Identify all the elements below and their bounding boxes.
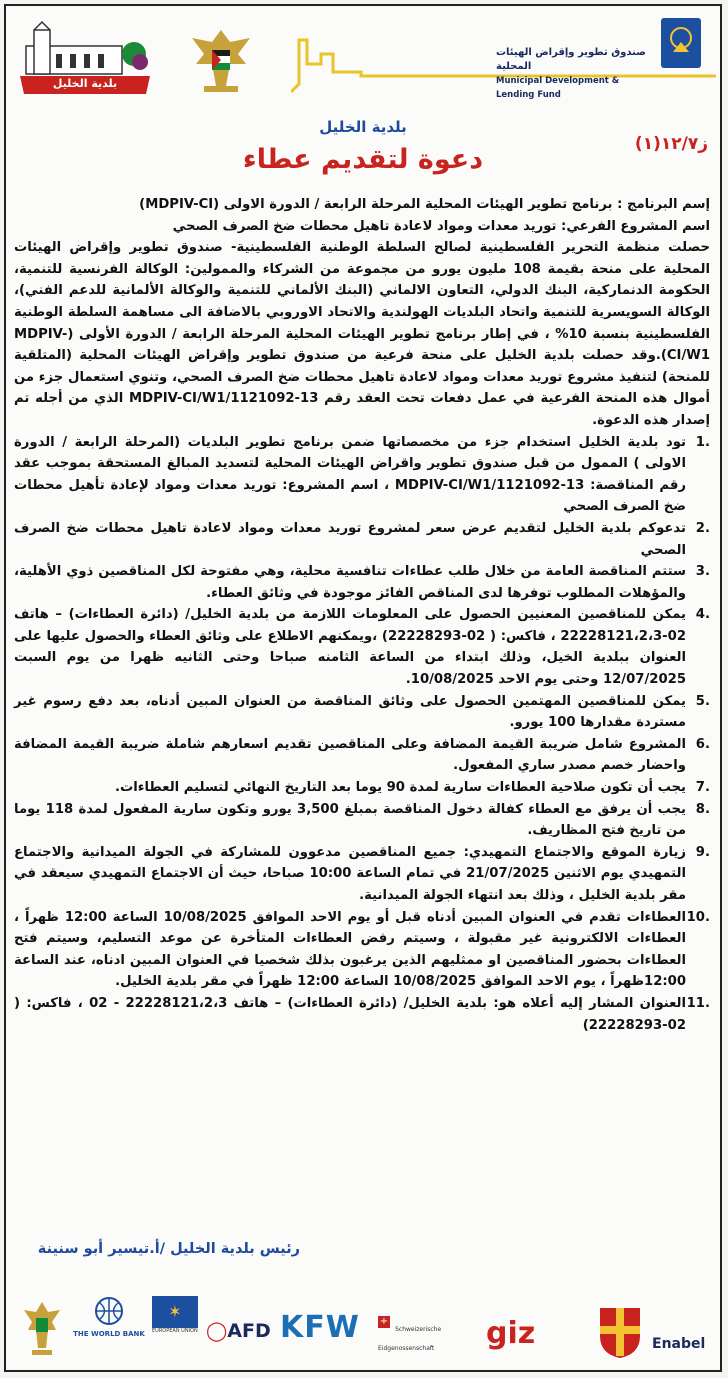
list-item: .10 العطاءات تقدم في العنوان المبين أدناه قبل أو يوم الاحد الموافق 10/08/2025 الساعة 12:00 ظهراً ، العطاءات الالكترونية غير مقبولة ، وسيتم رفض العطاءات المتأخرة عن موعد التسليم، وسيتم فتح العطاءات بحضور المناقصين او ممثليهم الذين يرغبون بذلك شخصيا في العنوان المبين ادناه، عند الساعة 12:00ظهراً ، يوم الاحد الموافق 10/08/2025 الساعة 12:00 ظهراً في مقر بلدية الخليل. <box>14 909 710 990</box>
palestine-emblem-icon <box>20 1296 64 1366</box>
swiss-cross-icon: + <box>379 1316 389 1327</box>
enabel-logo: Enabel <box>652 1336 706 1352</box>
hebron-logo-text: بلدية الخليل <box>52 77 118 90</box>
items-list <box>14 432 710 1037</box>
org-name: بلدية الخليل <box>319 118 407 136</box>
announcement-body <box>14 194 710 1036</box>
list-item: .7 يجب أن تكون صلاحية العطاءات سارية لمدة 90 يوما بعد التاريخ النهائي لتسليم العطاءات. <box>114 780 710 796</box>
fund-name-en: Municipal Development & Lending Fund <box>496 76 620 100</box>
list-item: .9 زيارة الموقع والاجتماع التمهيدي: جميع المناقصين مدعوون للمشاركة في الجولة الميدانية والاجتماع التمهيدي يوم الاثنين 21/07/2025 في تمام الساعة 10:00 صباحا، حيث أن الاجتماع التمهيدي سيعقد في مقر بلدية الخليل ، وذلك بعد انتهاء الجولة الميدانية. <box>14 844 710 903</box>
afd-circle-icon: ◯ <box>206 1320 228 1342</box>
page-frame <box>4 4 722 1372</box>
fund-name-ar: صندوق تطوير وإقراض الهيئات المحلية <box>496 47 646 72</box>
globe-icon <box>94 1296 124 1326</box>
list-item: .6 المشروع شامل ضريبة القيمة المضافة وعلى المناقصين تقديم اسعارهم شاملة ضريبة القيمة المضافة واحضار خصم مصدر ساري المفعول. <box>14 736 710 774</box>
page-title: دعوة لتقديم عطاء <box>242 144 484 175</box>
swiss-logo: + Schweizerische Eidgenossenschaft <box>378 1316 442 1352</box>
list-item: .3 ستتم المناقصة العامة من خلال طلب عطاءات تنافسية محلية، وهي مفتوحة لكل المناقصين ذوي الأهلية، والمؤهلات المطلوب توفرها لدى المناقص الفائز موجودة في وثائق العطاء. <box>14 564 710 601</box>
hebron-municipality-logo <box>16 18 154 102</box>
hand-icon <box>661 18 701 68</box>
list-item: .4 يمكن للمناقصين المعنيين الحصول على المعلومات اللازمة من بلدية الخليل/ (دائرة العطاءات) – هاتف 02-22228121،2،3 ، فاكس: ( 02-22228293) ،ويمكنهم الاطلاع على وثائق العطاء والحصول عليها على العنوان ببلدية الخيل، وذلك ابتداء من الساعة الثامنه صباحا وحتى الثانيه ظهرا من يوم السبت 12/07/2025 وحتى يوم الاحد 10/08/2025. <box>14 607 710 688</box>
mdlf-logo <box>661 18 701 68</box>
list-item: .11 العنوان المشار إليه أعلاه هو: بلدية الخليل/ (دائرة العطاءات) – هاتف 22228121،2،3 - 02 ، فاكس: ( 02-22228293) <box>14 995 710 1033</box>
footer-logos <box>6 1296 720 1372</box>
list-item: .5 يمكن للمناقصين المهتمين الحصول على وثائق المناقصة من العنوان المبين أدناه، بعد دفع رسوم غير مستردة مقدارها 100 يورو. <box>14 693 710 731</box>
list-item: .8 يجب أن يرفق مع العطاء كفالة دخول المناقصة بمبلغ 3,500 يورو وتكون سارية المفعول لمدة 118 يوما من تاريخ فتح المظاريف. <box>14 801 710 839</box>
afd-logo: ◯AFD <box>206 1320 271 1342</box>
kfw-logo: KFW <box>280 1310 360 1345</box>
eu-flag-icon: ✶ <box>152 1296 198 1328</box>
subproject-name: اسم المشروع الفرعي: توريد معدات ومواد لاعادة تاهيل محطات ضخ الصرف الصحي <box>172 218 710 234</box>
fund-name <box>496 46 656 102</box>
header <box>6 6 720 102</box>
giz-logo: giz <box>486 1316 536 1351</box>
palestine-eagle-emblem <box>186 24 256 96</box>
denmark-emblem-icon <box>596 1302 644 1360</box>
world-bank-logo: THE WORLD BANK <box>72 1296 146 1338</box>
eu-logo: ✶ EUROPEAN UNION <box>152 1296 198 1334</box>
reference-number: ز١٢/٧(١) <box>634 134 708 154</box>
list-item: .2 تدعوكم بلدية الخليل لتقديم عرض سعر لمشروع توريد معدات ومواد لاعادة تاهيل محطات ضخ الصرف الصحي <box>14 520 710 558</box>
program-name: إسم البرنامج : برنامج تطوير الهيئات المحلية المرحلة الرابعة / الدورة الاولى (MDPIV-CI) <box>139 197 710 212</box>
signature: رئيس بلدية الخليل /أ.تيسير أبو سنينة <box>37 1241 300 1257</box>
list-item: .1 تود بلدية الخليل استخدام جزء من مخصصاتها ضمن برنامج تطوير البلديات (المرحلة الرابعة / الدورة الاولى ) الممول من قبل صندوق تطوير واقراض الهيئات المحلية لتسديد المبالغ المستحقة بموجب عقد رقم المناقصة: MDPIV-CI/W1/1121092-13 ، اسم المشروع: توريد معدات ومواد لإعادة تأهيل محطات ضخ الصرف الصحي <box>14 434 710 515</box>
intro-paragraph: حصلت منظمة التحرير الفلسطينية لصالح السلطة الوطنية الفلسطينية- صندوق تطوير وإقراض الهيئات المحلية على منحة بقيمة 108 مليون يورو من مجموعة من الشركاء والممولين: الوكالة الفرنسية للتنمية، الحكومة الدنماركية، البنك الدولي، التعاون الالماني (البنك الألماني للتنمية والوكالة الألمانية للدعم الفني)، الوكالة السويسرية للتنمية واتحاد البلديات الهولندية والاتحاد الاوروبي بالاضافة الى مساهمة السلطة الوطنية الفلسطينية بنسبة 10% ، في إطار برنامج تطوير الهيئات المحلية المرحلة الرابعة / الدورة الأولى (MDPIV-CI/W1).وقد حصلت بلدية الخليل على منحة فرعية من صندوق تطوير وإقراض الهيئات المحلية (المتلقية للمنحة) لتنفيذ مشروع توريد معدات ومواد لاعادة تاهيل محطات ضخ الصرف الصحي، وتنوي استعمال جزء من أموال هذه المنحة الفرعية في عمل دفعات تحت العقد رقم MDPIV-CI/W1/1121092-13 الذي من أجله تم إصدار هذه الدعوة. <box>14 240 710 428</box>
